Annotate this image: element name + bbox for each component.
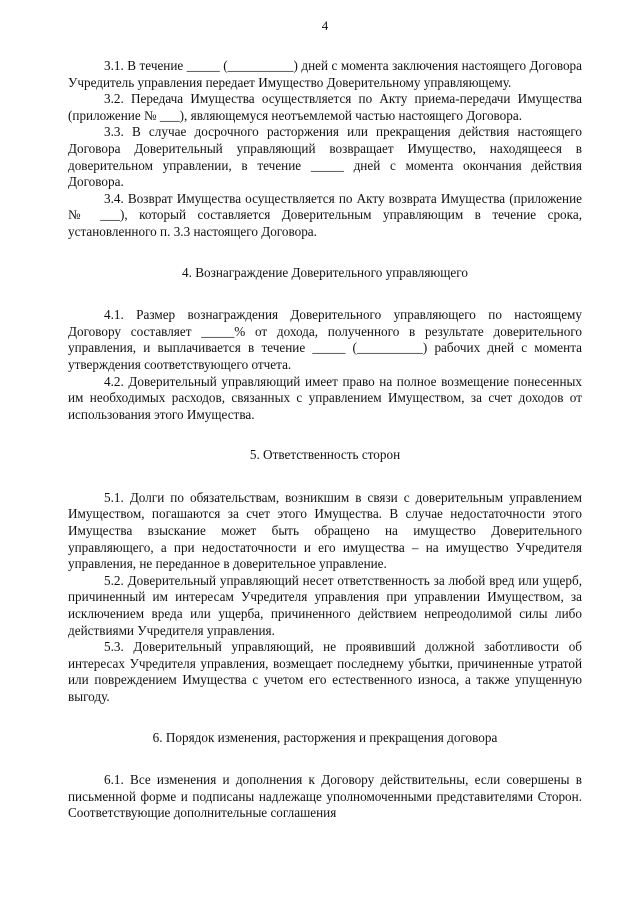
clause-5-2: 5.2. Доверительный управляющий несет ответственность за любой вред или ущерб, причиненный им интересам Учредителя управления при управлении Имуществом, за исключением вреда или ущерба, причиненного действием непреодолимой силы либо действиями Учредителя управления.	[68, 572, 582, 638]
clause-3-4: 3.4. Возврат Имущества осуществляется по Акту возврата Имущества (приложение № ___), который составляется Доверительным управляющим в течение срока, установленного п. 3.3 настоящего Договора.	[68, 190, 582, 239]
clause-4-2: 4.2. Доверительный управляющий имеет право на полное возмещение понесенных им необходимых расходов, связанных с управлением Имуществом, за счет доходов от использования этого Имущества.	[68, 373, 582, 422]
clause-6-1: 6.1. Все изменения и дополнения к Договору действительны, если совершены в письменной форме и подписаны надлежаще уполномоченными представителями Сторон. Соответствующие дополнительные соглашения	[68, 772, 582, 821]
clause-3-3: 3.3. В случае досрочного расторжения или прекращения действия настоящего Договора Доверительный управляющий возвращает Имущество, находящееся в доверительном управлении, в течение _____ дней с момента окончания действия Договора.	[68, 124, 582, 190]
section-6-heading: 6. Порядок изменения, расторжения и прекращения договора	[152, 729, 498, 745]
section-5-heading: 5. Ответственность сторон	[249, 447, 401, 463]
clause-3-1: 3.1. В течение _____ (__________) дней с момента заключения настоящего Договора Учредитель управления передает Имущество Доверительному управляющему.	[68, 58, 582, 90]
document-page	[68, 18, 582, 822]
clause-4-1: 4.1. Размер вознаграждения Доверительного управляющего по настоящему Договору составляет _____% от дохода, полученного в результате доверительного управления, и выплачивается в течение _____ (__________) рабочих дней с момента утверждения соответствующего отчета.	[68, 307, 582, 372]
clause-5-1: 5.1. Долги по обязательствам, возникшим в связи с доверительным управлением Имуществом, погашаются за счет этого Имущества. В случае недостаточности этого Имущества взыскание может быть обращено на имущество Доверительного управляющего, а при недостаточности и его имущества – на имущество Учредителя управления, не переданное в доверительное управление.	[68, 489, 582, 572]
section-4-heading: 4. Вознаграждение Доверительного управляющего	[182, 264, 468, 280]
clause-5-3: 5.3. Доверительный управляющий, не проявивший должной заботливости об интересах Учредителя управления, возмещает последнему убытки, причиненные утратой или повреждением Имущества с учетом его естественного износа, а также упущенную выгоду.	[68, 639, 582, 704]
page-number: 4	[321, 18, 329, 33]
clause-3-2: 3.2. Передача Имущества осуществляется по Акту приема-передачи Имущества (приложение № ___), являющемуся неотъемлемой частью настоящего Договора.	[68, 91, 582, 123]
